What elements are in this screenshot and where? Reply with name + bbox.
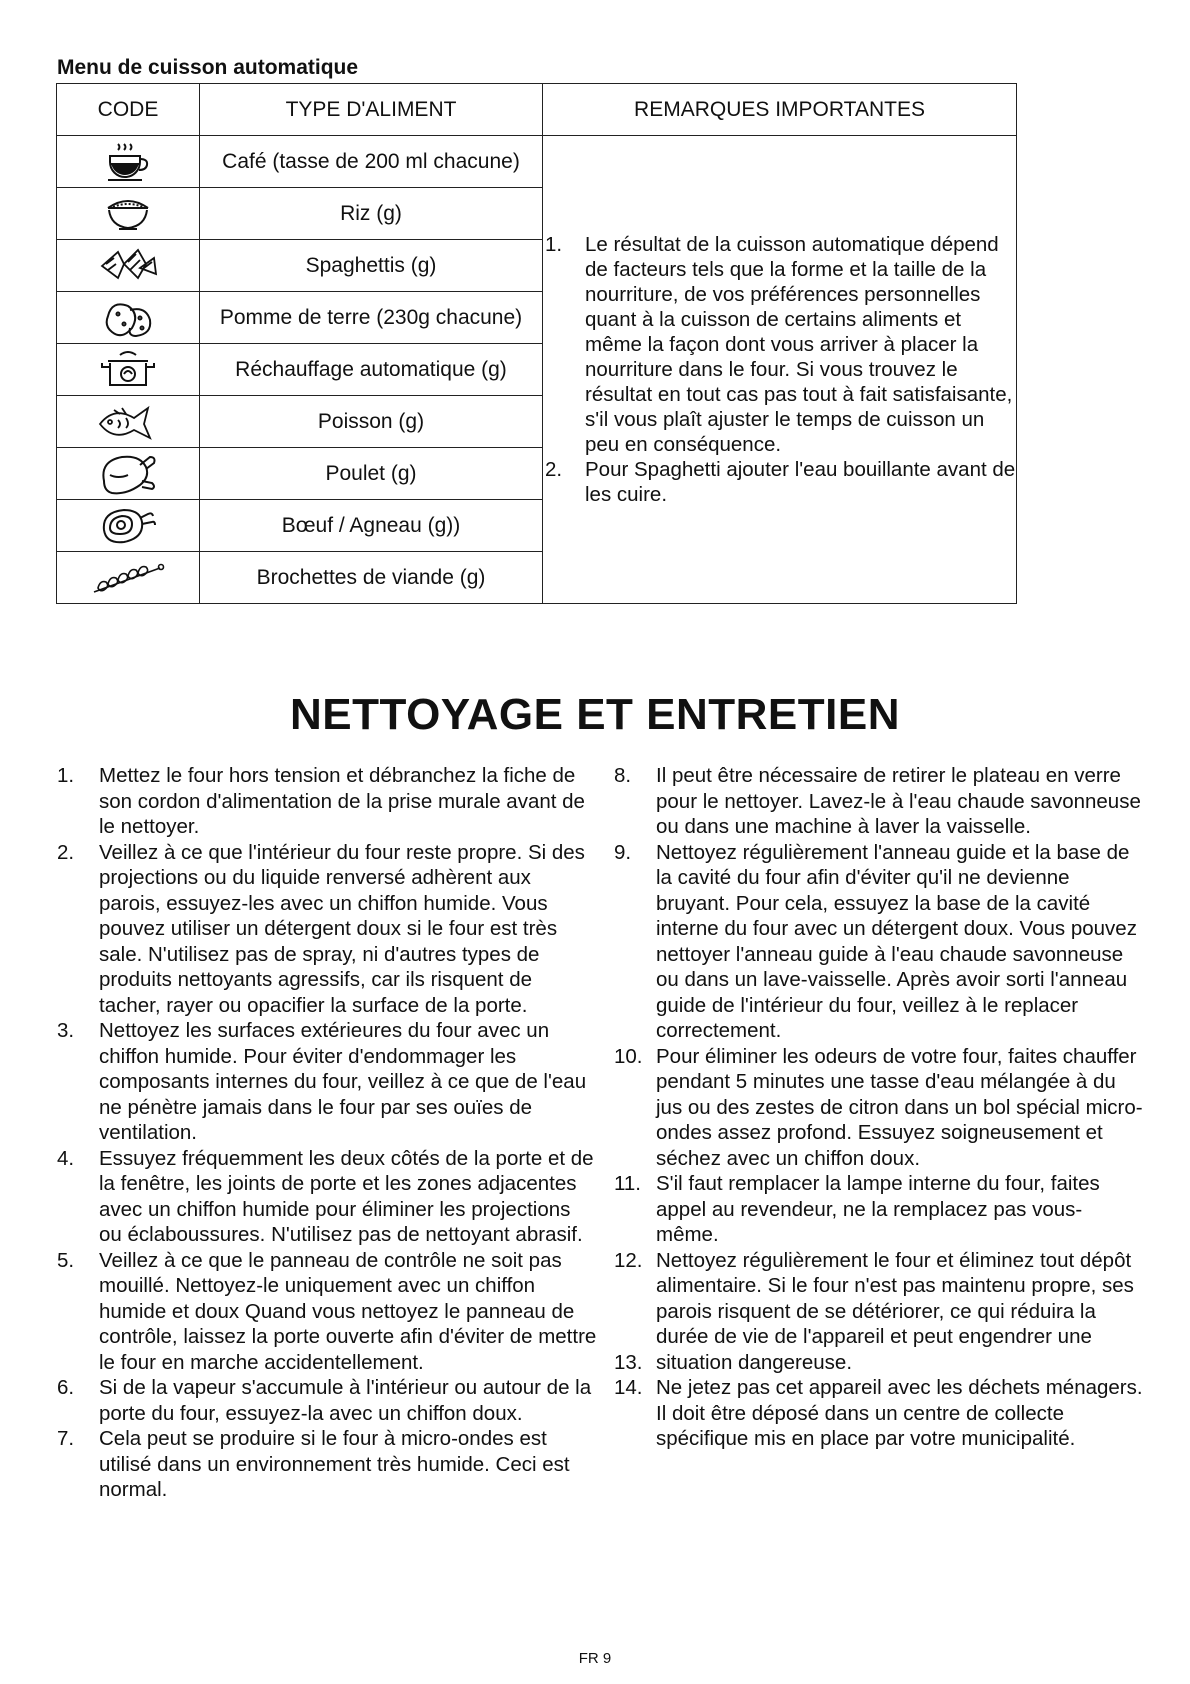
food-type: Spaghettis (g) xyxy=(200,240,543,292)
remarks-cell xyxy=(543,136,1017,604)
list-number: 13. xyxy=(614,1350,643,1374)
list-item xyxy=(57,1375,597,1426)
food-type: Riz (g) xyxy=(200,188,543,240)
list-text: Mettez le four hors tension et débranchez la fiche de son cordon d'alimentation de la prise murale avant de le nettoyer. xyxy=(99,764,585,838)
list-item xyxy=(614,1375,1144,1452)
list-number: 9. xyxy=(614,840,632,864)
food-type: Bœuf / Agneau (g)) xyxy=(200,500,543,552)
chicken-icon xyxy=(57,448,200,500)
food-type: Poulet (g) xyxy=(200,448,543,500)
header-remarks: REMARQUES IMPORTANTES xyxy=(543,84,1017,136)
food-type: Café (tasse de 200 ml chacune) xyxy=(200,136,543,188)
list-item xyxy=(614,1044,1144,1172)
header-code: CODE xyxy=(57,84,200,136)
list-number: 3. xyxy=(57,1019,75,1042)
list-text: Pour éliminer les odeurs de votre four, faites chauffer pendant 5 minutes une tasse d'eau mélangée à du jus ou des zestes de citron dans un bol spécial micro-ondes assez profond. Essuyez soigneusement et séchez avec un chiffon doux. xyxy=(656,1044,1143,1170)
list-text: Il peut être nécessaire de retirer le plateau en verre pour le nettoyer. Lavez-le à l'eau chaude savonneuse ou dans une machine à laver la vaisselle. xyxy=(656,764,1141,838)
list-text: Nettoyez régulièrement l'anneau guide et la base de la cavité du four afin d'éviter qu'il ne devienne bruyant. Pour cela, essuyez la base de la cavité interne du four avec un détergent doux. Vous pouvez nettoyer l'anneau guide à l'eau chaude savonneuse ou dans un lave-vaisselle. Après avoir sorti l'anneau guide de l'intérieur du four, veillez à le replacer correctement. xyxy=(656,840,1137,1042)
list-item xyxy=(57,840,597,1019)
list-item xyxy=(57,1248,597,1376)
list-number: 11. xyxy=(614,1172,641,1195)
list-number: 2. xyxy=(57,840,75,864)
food-type: Brochettes de viande (g) xyxy=(200,552,543,604)
list-number: 4. xyxy=(57,1146,75,1170)
list-item xyxy=(543,232,1016,457)
list-number: 14. xyxy=(614,1376,643,1399)
list-item xyxy=(614,1248,1144,1350)
list-number: 5. xyxy=(57,1248,75,1272)
list-number: 8. xyxy=(614,764,632,787)
potato-icon xyxy=(57,292,200,344)
section-title: NETTOYAGE ET ENTRETIEN xyxy=(290,690,900,739)
list-number: 10. xyxy=(614,1044,643,1068)
pasta-bowtie-icon xyxy=(57,240,200,292)
page-number: FR 9 xyxy=(578,1650,612,1667)
cleaning-list-left xyxy=(57,763,597,1503)
steak-icon xyxy=(57,500,200,552)
list-item xyxy=(543,457,1016,507)
cleaning-list-right xyxy=(614,763,1144,1452)
list-number: 2. xyxy=(545,458,563,481)
list-text: Ne jetez pas cet appareil avec les déchets ménagers. Il doit être déposé dans un centre de collecte spécifique mis en place par votre municipalité. xyxy=(656,1376,1143,1450)
list-number: 12. xyxy=(614,1248,643,1272)
list-item xyxy=(614,763,1144,840)
list-item xyxy=(57,1018,597,1146)
list-number: 1. xyxy=(57,764,75,787)
list-number: 1. xyxy=(545,233,563,256)
menu-heading: Menu de cuisson automatique xyxy=(57,56,359,79)
remarks-list xyxy=(543,232,1016,507)
list-text: situation dangereuse. xyxy=(656,1350,853,1374)
food-type: Poisson (g) xyxy=(200,396,543,448)
list-text: Veillez à ce que l'intérieur du four reste propre. Si des projections ou du liquide renversé adhèrent aux parois, essuyez-les avec un chiffon humide. Vous pouvez utiliser un détergent doux si le four est très sale. N'utilisez pas de spray, ni d'autres types de produits nettoyants agressifs, car ils risquent de tacher, rayer ou opacifier la surface de la porte. xyxy=(99,840,585,1017)
list-text: S'il faut remplacer la lampe interne du four, faites appel au revendeur, ne la remplacez pas vous-même. xyxy=(656,1172,1100,1246)
list-text: Nettoyez les surfaces extérieures du four avec un chiffon humide. Pour éviter d'endommager les composants internes du four, veillez à ce que de l'eau ne pénètre jamais dans le four par ses ouïes de ventilation. xyxy=(99,1019,587,1144)
list-item xyxy=(614,1350,1144,1376)
list-item xyxy=(614,1171,1144,1248)
list-item xyxy=(57,1426,597,1503)
list-text: Nettoyez régulièrement le four et éliminez tout dépôt alimentaire. Si le four n'est pas maintenu propre, ses parois risquent de se détériorer, ce qui réduira la durée de vie de l'appareil et peut engendrer une xyxy=(656,1248,1134,1348)
table-header-row xyxy=(57,84,1017,136)
list-text: Pour Spaghetti ajouter l'eau bouillante avant de les cuire. xyxy=(585,458,1016,506)
list-text: Si de la vapeur s'accumule à l'intérieur ou autour de la porte du four, essuyez-la avec un chiffon doux. xyxy=(99,1376,592,1425)
auto-cook-menu-table xyxy=(56,83,1017,604)
table-row xyxy=(57,136,1017,188)
fish-icon xyxy=(57,396,200,448)
list-item xyxy=(57,763,597,840)
cooking-pot-icon xyxy=(57,344,200,396)
list-item xyxy=(614,840,1144,1044)
list-number: 6. xyxy=(57,1376,75,1399)
list-text: Cela peut se produire si le four à micro-ondes est utilisé dans un environnement très humide. Ceci est normal. xyxy=(99,1427,570,1501)
list-text: Veillez à ce que le panneau de contrôle ne soit pas mouillé. Nettoyez-le uniquement avec un chiffon humide et doux Quand vous nettoyez le panneau de contrôle, laissez la porte ouverte afin d'éviter de mettre le four en marche accidentellement. xyxy=(99,1248,597,1374)
header-food-type: TYPE D'ALIMENT xyxy=(200,84,543,136)
list-item xyxy=(57,1146,597,1248)
food-type: Réchauffage automatique (g) xyxy=(200,344,543,396)
skewer-icon xyxy=(57,552,200,604)
list-number: 7. xyxy=(57,1427,75,1450)
list-text: Le résultat de la cuisson automatique dépend de facteurs tels que la forme et la taille de la nourriture, de vos préférences personnelles quant à la cuisson de certains aliments et même la façon dont vous arriver à placer la nourriture dans le four. Si vous trouvez le résultat en tout cas pas tout à fait satisfaisante, s'il vous plaît ajuster le temps de cuisson un peu en conséquence. xyxy=(585,233,1013,456)
food-type: Pomme de terre (230g chacune) xyxy=(200,292,543,344)
list-text: Essuyez fréquemment les deux côtés de la porte et de la fenêtre, les joints de porte et les zones adjacentes avec un chiffon humide pour éliminer les projections ou éclaboussures. N'utilisez pas de nettoyant abrasif. xyxy=(99,1146,594,1246)
coffee-cup-icon xyxy=(57,136,200,188)
rice-bowl-icon xyxy=(57,188,200,240)
